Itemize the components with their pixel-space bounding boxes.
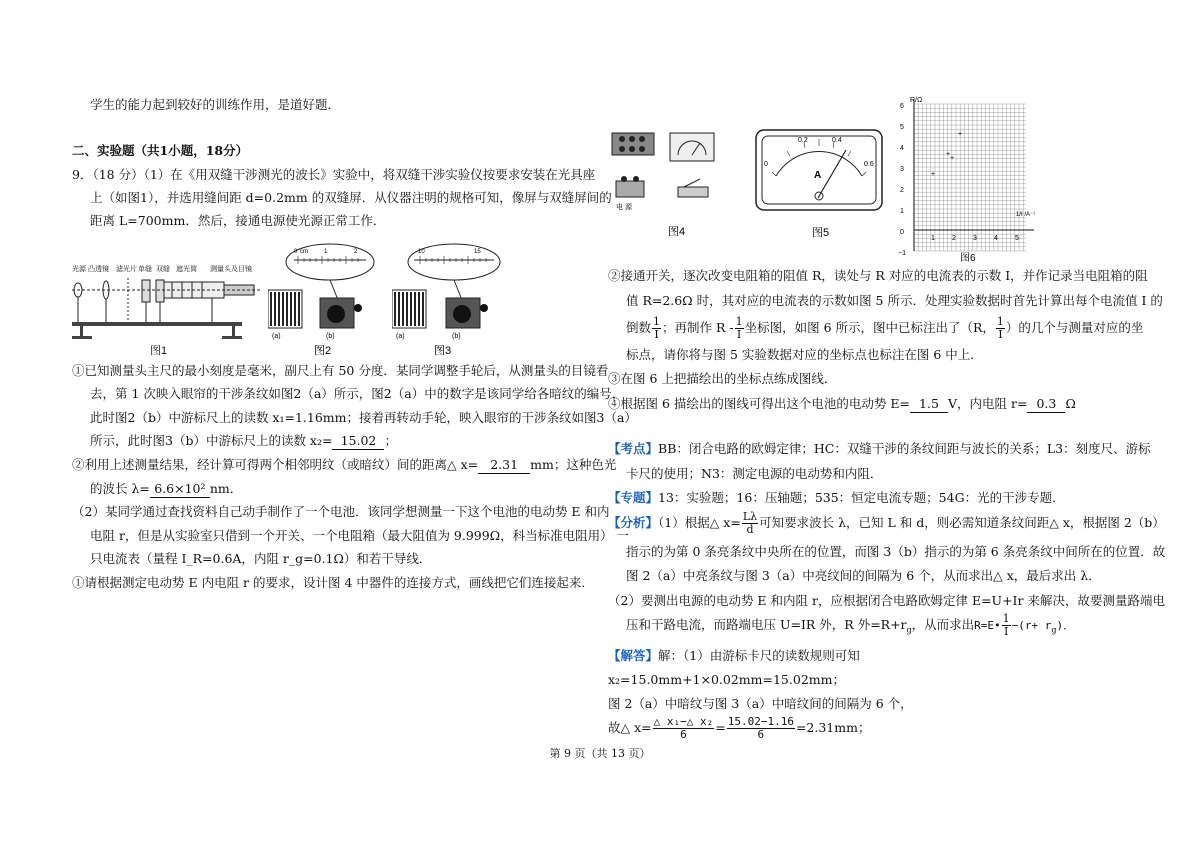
p1-line4: 所示，此时图3（b）中游标尺上的读数 x₂= 15.02 ； bbox=[90, 433, 397, 448]
fig1-label-0: 光源 bbox=[72, 266, 86, 273]
jieda-line4: 故△ x= $\frac{\text{△ x₁−△ x₂}}{6}$ = $\frac{15.02-1.16}{6}$ =2.31mm； bbox=[608, 715, 871, 741]
fig6-point-1: + bbox=[950, 155, 955, 162]
fig5-unit: A bbox=[814, 170, 822, 181]
fig5-tick-1: 0.2 bbox=[798, 137, 808, 144]
s2-line1: ②接通开关，逐次改变电阻箱的阻值 R，读处与 R 对应的电流表的示数 I，并作记录当电阻箱的阻 bbox=[608, 268, 1148, 283]
fenxi-line1: 【分析】（1）根据△ x= $\frac{L\lambda}{d}$ 可知要求波长 λ，已知 L 和 d，则必需知道条纹间距△ x，根据图 2（b） bbox=[608, 510, 1165, 536]
fig5-tick-0: 0 bbox=[764, 161, 768, 168]
s2-line4: 标点，请你将与图 5 实验数据对应的坐标点也标注在图 6 中上． bbox=[626, 347, 983, 362]
fig5-tick-2: 0.4 bbox=[832, 137, 842, 144]
fig6-ytick-4: 4 bbox=[900, 145, 904, 152]
q9-line1: 9．（18 分）（1）在《用双缝干涉测光的波长》实验中，将双缝干涉实验仪按要求安装在光具座 bbox=[72, 167, 596, 182]
fig1-label-1: 凸透镜 bbox=[88, 266, 109, 273]
fig6-caption: 图6 bbox=[960, 253, 976, 262]
fenxi-line5: 压和干路电流，而路端电压 U=IR 外，R 外$=R+r_g$，从而求出R=E• $\frac{1}{I}$ $-(r+ r_g)$． bbox=[626, 612, 1075, 638]
fig1-label-3: 单缝 bbox=[138, 266, 152, 273]
fig1-label-4: 双缝 bbox=[156, 266, 170, 273]
p2-answer-lambda: 6.6×10² bbox=[150, 481, 210, 498]
fig2-caption: 图2 bbox=[314, 345, 332, 357]
s4-answer-r: 0.3 bbox=[1027, 396, 1065, 413]
fig6-xtick-1: 1 bbox=[931, 235, 935, 242]
q2-line1: （2）某同学通过查找资料自己动手制作了一个电池．该同学想测量一下这个电池的电动势 E 和内 bbox=[72, 504, 610, 519]
kaodian-line1: 【考点】BB：闭合电路的欧姆定律；HC：双缝干涉的条纹间距与波长的关系；L3：刻度尺、游标 bbox=[608, 441, 1151, 456]
q9-line3: 距离 L=700mm．然后，接通电源使光源正常工作． bbox=[90, 213, 386, 228]
page-footer: 第 9 页（共 13 页） bbox=[549, 747, 651, 760]
zhuanti-line: 【专题】13：实验题；16：压轴题；535：恒定电流专题；54G：光的干涉专题． bbox=[608, 490, 1065, 505]
figure-1-optical-bench bbox=[72, 262, 272, 358]
fig2-scale-2: 2 bbox=[354, 249, 358, 255]
fig6-ytick-0: 0 bbox=[900, 229, 904, 236]
q2-line2: 电阻 r，但是从实验室只借到一个开关、一个电阻箱（最大阻值为 9.999Ω，科当标准电阻用） 一 bbox=[90, 528, 630, 543]
fig1-caption: 图1 bbox=[150, 345, 168, 357]
fig2-sub-b: (b) bbox=[326, 333, 335, 340]
fig5-tick-3: 0.6 bbox=[864, 161, 874, 168]
fig6-ytick-5: 5 bbox=[900, 124, 904, 131]
fenxi-line4: （2）要测出电源的电动势 E 和内阻 r，应根据闭合电路欧姆定律 E=U+Ir 来解决，故要测量路端电 bbox=[608, 593, 1165, 608]
p2-answer-dx: 2.31 bbox=[478, 457, 530, 474]
figure-6-r-vs-inverse-i-grid bbox=[898, 94, 1048, 262]
fig3-scale-10: 10 bbox=[418, 249, 425, 255]
figure-4-components bbox=[608, 125, 728, 243]
s2-line3: 倒数 $\frac{1}{I}$ ；再制作 R - $\frac{1}{I}$ 坐标图，如图 6 所示，图中已标注出了（R， $\frac{1}{I}$ ）的几个与测量对应的坐 bbox=[626, 315, 1144, 341]
fig6-point-3: + bbox=[958, 131, 963, 138]
fig3-scale-15: 15 bbox=[474, 249, 481, 255]
fig3-sub-a: (a) bbox=[396, 333, 405, 340]
p1-line2: 去，第 1 次映入眼帘的干涉条纹如图2（a）所示，图2（a）中的数字是该同学给各暗纹的编号， bbox=[90, 386, 625, 401]
fig2-sub-a: (a) bbox=[272, 333, 281, 340]
q2-line4: ①请根据测定电动势 E 内电阻 r 的要求，设计图 4 中器件的连接方式，画线把它们连接起来． bbox=[72, 575, 594, 590]
fig6-point-0: + bbox=[946, 151, 951, 158]
fig6-xlabel: 1/I /A⁻¹ bbox=[1016, 212, 1036, 218]
s4-line: ④根据图 6 描绘出的图线可得出这个电池的电动势 E= 1.5 V，内电阻 r= 0.3 Ω bbox=[608, 396, 1076, 411]
fig6-ytick-3: 3 bbox=[900, 166, 904, 173]
p1-line1: ①已知测量头主尺的最小刻度是毫米，副尺上有 50 分度．某同学调整手轮后，从测量头的目镜看 bbox=[72, 363, 609, 378]
fig1-label-6: 测量头及目镜 bbox=[210, 266, 252, 273]
section-title: 二、实验题（共1小题，18分） bbox=[72, 143, 249, 158]
fig2-scale-0: 0 bbox=[294, 249, 298, 255]
fig6-xtick-5: 5 bbox=[1015, 235, 1019, 242]
figure-5-ammeter bbox=[754, 126, 886, 242]
jieda-tag: 【解答】 bbox=[608, 648, 659, 663]
kaodian-tag: 【考点】 bbox=[608, 441, 659, 456]
q9-line2: 上（如图1），并选用缝间距 d=0.2mm 的双缝屏．从仪器注明的规格可知，像屏与双缝屏间的 bbox=[90, 190, 612, 205]
fenxi-tag: 【分析】 bbox=[608, 515, 659, 530]
intro-line: 学生的能力起到较好的训练作用，是道好题． bbox=[90, 97, 341, 112]
fig4-label-source: 电 源 bbox=[616, 204, 632, 211]
kaodian-line2: 卡尺的使用；N3：测定电源的电动势和内阻． bbox=[626, 466, 883, 481]
fig6-ytick-2: 2 bbox=[900, 187, 904, 194]
fig4-caption: 图4 bbox=[668, 226, 686, 238]
fig6-xtick-2: 2 bbox=[952, 235, 956, 242]
p2-line1: ②利用上述测量结果，经计算可得两个相邻明纹（或暗纹）间的距离△ x= 2.31 mm；这种色光 bbox=[72, 457, 617, 472]
jieda-line3: 图 2（a）中暗纹与图 3（a）中暗纹间的间隔为 6 个， bbox=[608, 696, 913, 711]
fig1-label-2: 滤光片 bbox=[116, 266, 137, 273]
fig6-ytick-6: 6 bbox=[900, 103, 904, 110]
fenxi-line3: 图 2（a）中亮条纹与图 3（a）中亮纹间的间隔为 6 个，从而求出△ x，最后求出 λ． bbox=[626, 568, 1101, 583]
figure-3-measurement bbox=[392, 240, 502, 358]
jieda-line1: 【解答】解：（1）由游标卡尺的读数规则可知 bbox=[608, 648, 860, 663]
p2-line2: 的波长 λ= 6.6×10² nm． bbox=[90, 481, 243, 496]
p1-line3: 此时图2（b）中游标尺上的读数 x₁=1.16mm；接着再转动手轮，映入眼帘的干涉条纹如图3（a） bbox=[90, 410, 637, 425]
s4-answer-emf: 1.5 bbox=[910, 396, 948, 413]
fig6-ytick-m1: −1 bbox=[898, 250, 906, 257]
fig1-label-5: 遮光筒 bbox=[176, 266, 197, 273]
fig6-xtick-3: 3 bbox=[973, 235, 977, 242]
zhuanti-tag: 【专题】 bbox=[608, 490, 659, 505]
fig3-caption: 图3 bbox=[434, 345, 452, 357]
s2-line2: 值 R=2.6Ω 时，其对应的电流表的示数如图 5 所示．处理实验数据时首先计算出每个电流值 I 的 bbox=[626, 293, 1163, 308]
fig3-sub-b: (b) bbox=[452, 333, 461, 340]
figure-2-measurement bbox=[268, 240, 376, 358]
jieda-line2: x₂=15.0mm+1×0.02mm=15.02mm； bbox=[608, 672, 845, 687]
q2-line3: 只电流表（量程 I_R=0.6A，内阻 r_g=0.1Ω）和若干导线． bbox=[90, 551, 432, 566]
p1-answer: 15.02 bbox=[332, 433, 384, 450]
fig6-xtick-4: 4 bbox=[994, 235, 998, 242]
fig2-scale-cm: cm bbox=[300, 249, 308, 255]
fig6-point-2: + bbox=[931, 171, 936, 178]
fig6-ylabel: R/Ω bbox=[910, 97, 923, 104]
fig5-caption: 图5 bbox=[812, 227, 830, 239]
fig2-scale-1: 1 bbox=[324, 249, 328, 255]
fig6-ytick-1: 1 bbox=[900, 208, 904, 215]
fenxi-line2: 指示的为第 0 条亮条纹中央所在的位置，而图 3（b）指示的为第 6 条亮条纹中间所在的位置．故 bbox=[626, 544, 1166, 559]
s3-line: ③在图 6 上把描绘出的坐标点练成图线． bbox=[608, 371, 837, 386]
